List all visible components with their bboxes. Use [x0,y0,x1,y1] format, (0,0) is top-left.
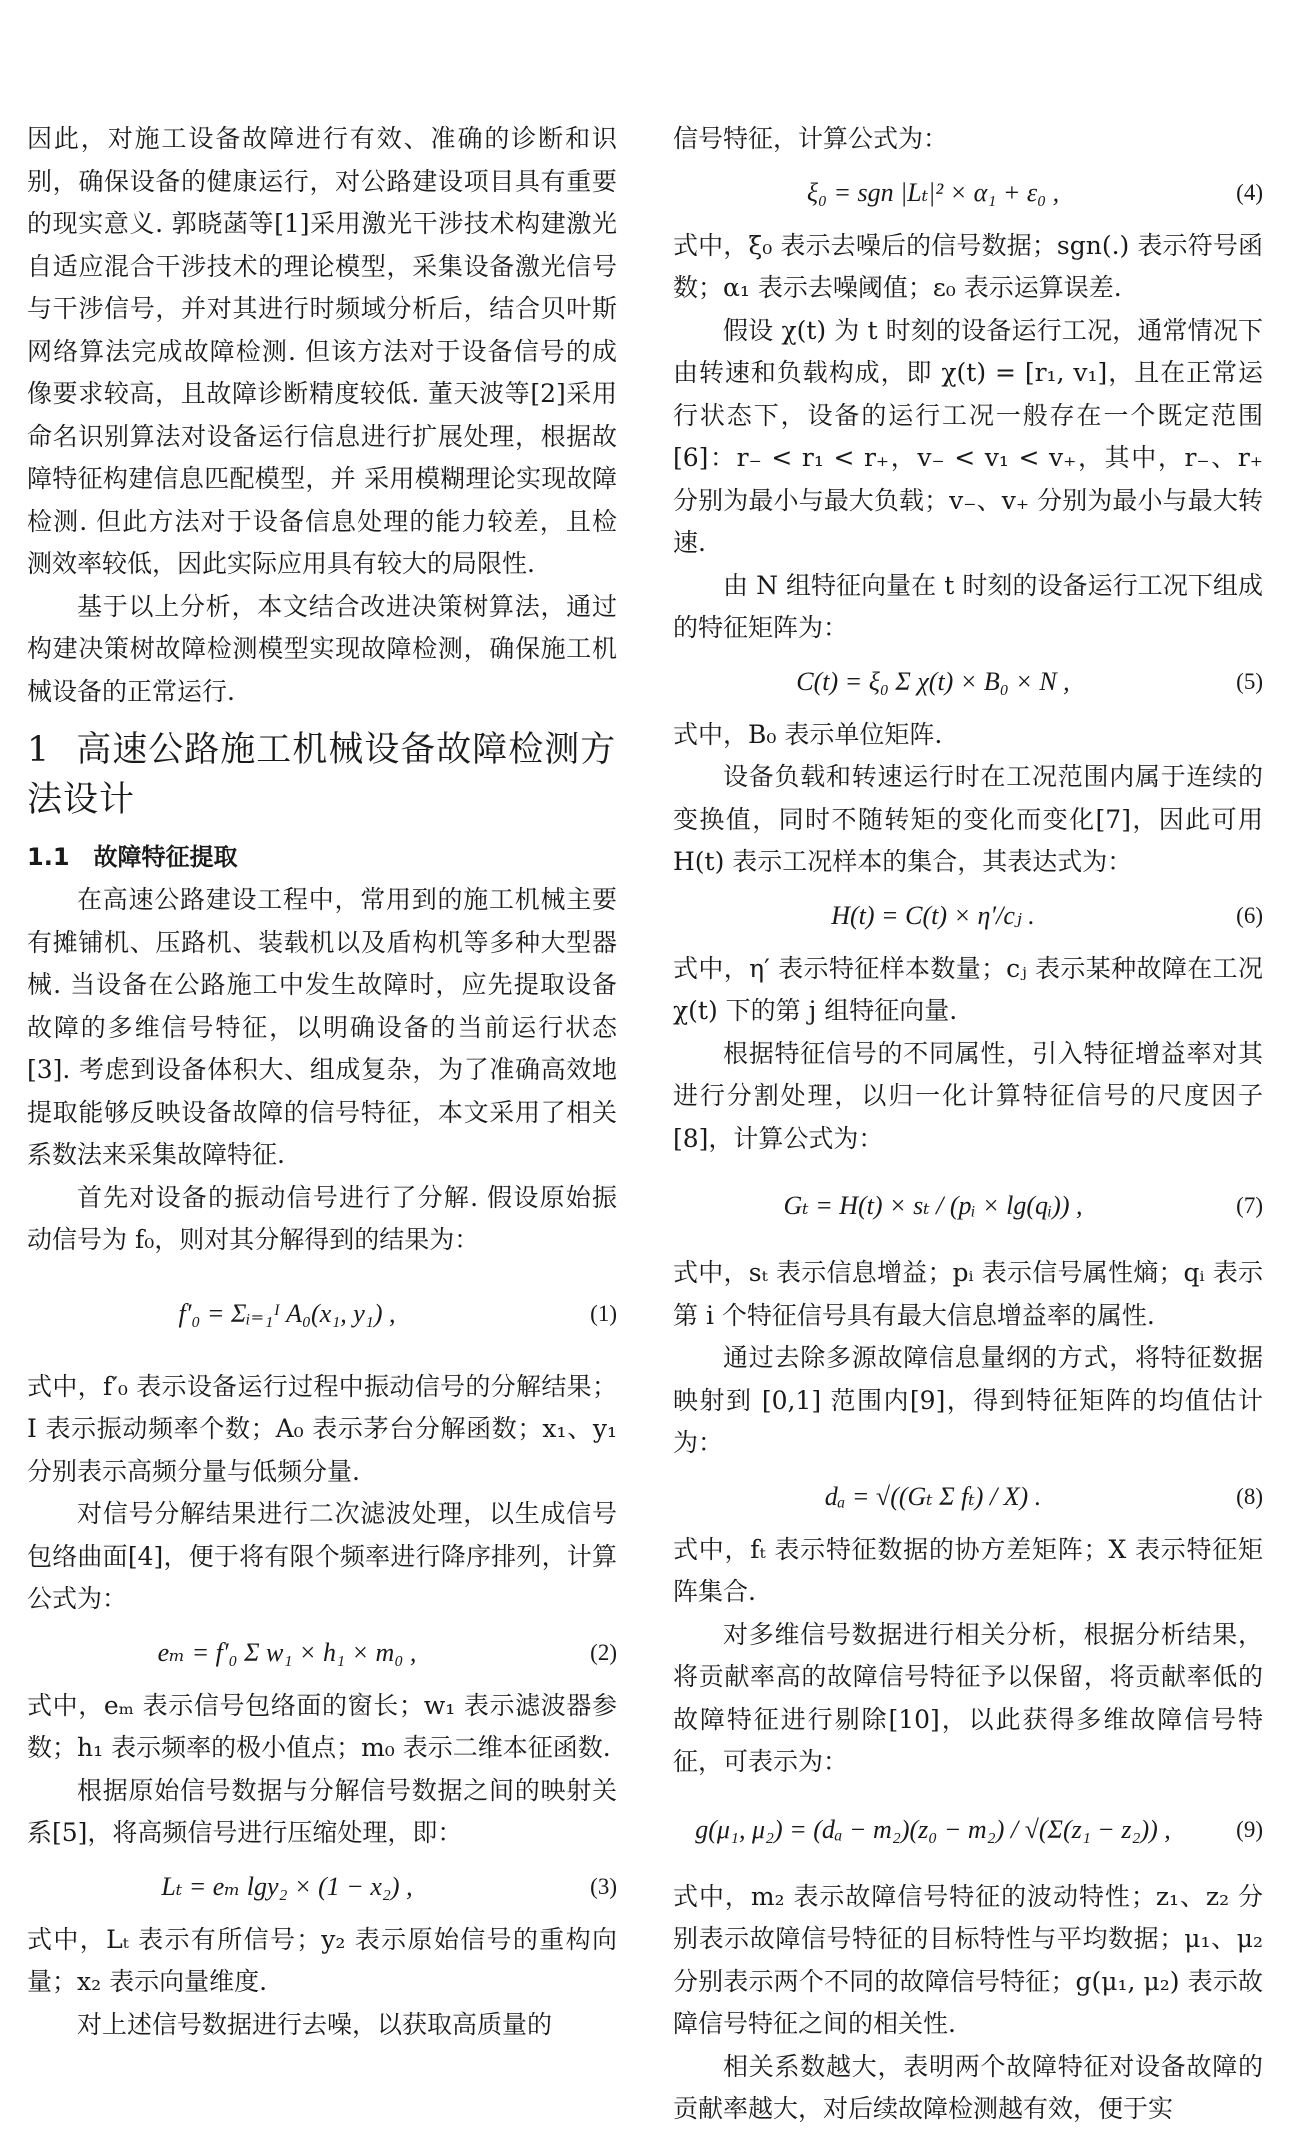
paragraph: 相关系数越大，表明两个故障特征对设备故障的贡献率越大，对后续故障检测越有效，便于实 [673,2051,1263,2123]
subsection-number: 1.1 [27,843,70,871]
paragraph: 对上述信号数据进行去噪，以获取高质量的 [77,2009,553,2039]
paragraph: 根据特征信号的不同属性，引入特征增益率对其进行分割处理，以归一化计算特征信号的尺度因子[8]，计算公式为： [673,1038,1263,1153]
equation-5 [673,650,1263,714]
left-column [27,118,617,2046]
section-title: 高速公路施工机械设备故障检测方法设计 [27,730,617,820]
equation-formula: dₐ = √((Gₜ Σ fₜ) / X) . [824,1481,1042,1511]
equation-2 [27,1621,617,1685]
equation-number: (3) [590,1873,617,1899]
equation-3 [27,1855,617,1919]
paragraph: 式中，eₘ 表示信号包络面的窗长；w₁ 表示滤波器参数；h₁ 表示频率的极小值点；m₀ 表示二维本征函数. [27,1690,617,1762]
equation-4 [673,161,1263,225]
paragraph: 式中，η′ 表示特征样本数量；cⱼ 表示某种故障在工况 χ(t) 下的第 j 组特征向量. [673,953,1263,1025]
paragraph: 在高速公路建设工程中，常用到的施工机械主要有摊铺机、压路机、装载机以及盾构机等多种大型器械. 当设备在公路施工中发生故障时，应先提取设备故障的多维信号特征，以明确设备的当前运行状态[3]. 考虑到设备体积大、组成复杂，为了准确高效地提取能够反映设备故障的信号特征，本文采用了相关系数法来采集故障特征. [27,885,617,1169]
paragraph: 信号特征，计算公式为： [673,124,949,153]
section-heading [27,725,617,825]
equation-8 [673,1465,1263,1529]
paragraph: 根据原始信号数据与分解信号数据之间的映射关系[5]，将高频信号进行压缩处理，即： [27,1775,617,1847]
equation-number: (1) [590,1300,617,1326]
paragraph: 式中，sₜ 表示信息增益；pᵢ 表示信号属性熵；qᵢ 表示第 i 个特征信号具有最大信息增益率的属性. [673,1258,1263,1330]
paragraph: 式中，fₜ 表示特征数据的协方差矩阵；X 表示特征矩阵集合. [673,1534,1263,1606]
equation-number: (8) [1236,1483,1263,1509]
equation-7 [673,1160,1263,1252]
equation-9 [673,1784,1263,1876]
paragraph: 首先对设备的振动信号进行了分解. 假设原始振动信号为 f₀，则对其分解得到的结果为： [27,1182,617,1254]
equation-number: (4) [1236,179,1263,205]
paragraph: 式中，m₂ 表示故障信号特征的波动特性；z₁、z₂ 分别表示故障信号特征的目标特性与平均数据；μ₁、μ₂ 分别表示两个不同的故障信号特征；g(μ₁, μ₂) 表示故障信号特征之间的相关性. [673,1881,1263,2038]
equation-number: (7) [1236,1193,1263,1218]
equation-number: (9) [1236,1816,1263,1842]
paragraph: 由 N 组特征向量在 t 时刻的设备运行工况下组成的特征矩阵为： [673,570,1263,642]
paragraph: 式中，ξ₀ 表示去噪后的信号数据；sgn(.) 表示符号函数；α₁ 表示去噪阈值；ε₀ 表示运算误差. [673,230,1263,302]
equation-6 [673,884,1263,948]
paragraph: 式中，B₀ 表示单位矩阵. [673,719,943,749]
equation-number: (2) [590,1639,617,1665]
paragraph: 对信号分解结果进行二次滤波处理，以生成信号包络曲面[4]，便于将有限个频率进行降序排列，计算公式为： [27,1499,617,1613]
subsection-heading [27,837,617,877]
equation-formula: g(μ₁, μ₂) = (dₐ − m₂)(z₀ − m₂) / √(Σ(z₁ − z₂)) , [695,1814,1171,1844]
equation-formula: C(t) = ξ₀ Σ χ(t) × B₀ × N , [796,666,1070,696]
right-column [673,118,1263,2131]
paragraph: 设备负载和转速运行时在工况范围内属于连续的变换值，同时不随转矩的变化而变化[7]，因此可用 H(t) 表示工况样本的集合，其表达式为： [673,762,1263,876]
paragraph: 假设 χ(t) 为 t 时刻的设备运行工况，通常情况下由转速和负载构成，即 χ(t) = [r₁, v₁]，且在正常运行状态下，设备的运行工况一般存在一个既定范围[6]：r₋ < r₁ < r₊，v₋ < v₁ < v₊，其中，r₋、r₊ 分别为最小与最大负载；v₋、v₊ 分别为最小与最大转速. [673,315,1263,557]
equation-number: (5) [1236,668,1263,694]
paragraph: 通过去除多源故障信息量纲的方式，将特征数据映射到 [0,1] 范围内[9]，得到特征矩阵的均值估计为： [673,1343,1263,1457]
paragraph: 式中，f′₀ 表示设备运行过程中振动信号的分解结果；I 表示振动频率个数；A₀ 表示茅台分解函数；x₁、y₁ 分别表示高频分量与低频分量. [27,1371,617,1486]
equation-formula: Gₜ = H(t) × sₜ / (pᵢ × lg(qᵢ)) , [783,1191,1083,1220]
equation-formula: H(t) = C(t) × η′/cⱼ . [831,900,1035,930]
paragraph: 因此，对施工设备故障进行有效、准确的诊断和识别，确保设备的健康运行，对公路建设项目具有重要的现实意义. 郭晓菡等[1]采用激光干涉技术构建激光自适应混合干涉技术的理论模型，采集设备激光信号与干涉信号，并对其进行时频域分析后，结合贝叶斯网络算法完成故障检测. 但该方法对于设备信号的成像要求较高，且故障诊断精度较低. 董天波等[2]采用命名识别算法对设备运行信息进行扩展处理，根据故障特征构建信息匹配模型，并 采用模糊理论实现故障检测. 但此方法对于设备信息处理的能力较差，且检测效率较低，因此实际应用具有较大的局限性. [27,124,617,578]
paragraph: 式中，Lₜ 表示有所信号；y₂ 表示原始信号的重构向量；x₂ 表示向量维度. [27,1924,617,1996]
paragraph: 对多维信号数据进行相关分析，根据分析结果，将贡献率高的故障信号特征予以保留，将贡献率低的故障特征进行剔除[10]，以此获得多维故障信号特征，可表示为： [673,1619,1263,1776]
equation-formula: f′₀ = Σᵢ₌₁ᴵ A₀(x₁, y₁) , [178,1298,396,1328]
equation-formula: Lₜ = eₘ lgy₂ × (1 − x₂) , [161,1871,413,1901]
equation-1 [27,1262,617,1366]
equation-formula: eₘ = f′₀ Σ w₁ × h₁ × m₀ , [157,1637,417,1667]
equation-formula: ξ₀ = sgn |Lₜ|² × α₁ + ε₀ , [806,177,1060,207]
section-number: 1 [27,730,51,770]
subsection-title: 故障特征提取 [93,843,238,871]
equation-number: (6) [1236,902,1263,928]
paragraph: 基于以上分析，本文结合改进决策树算法，通过构建决策树故障检测模型实现故障检测，确保施工机械设备的正常运行. [27,591,617,706]
